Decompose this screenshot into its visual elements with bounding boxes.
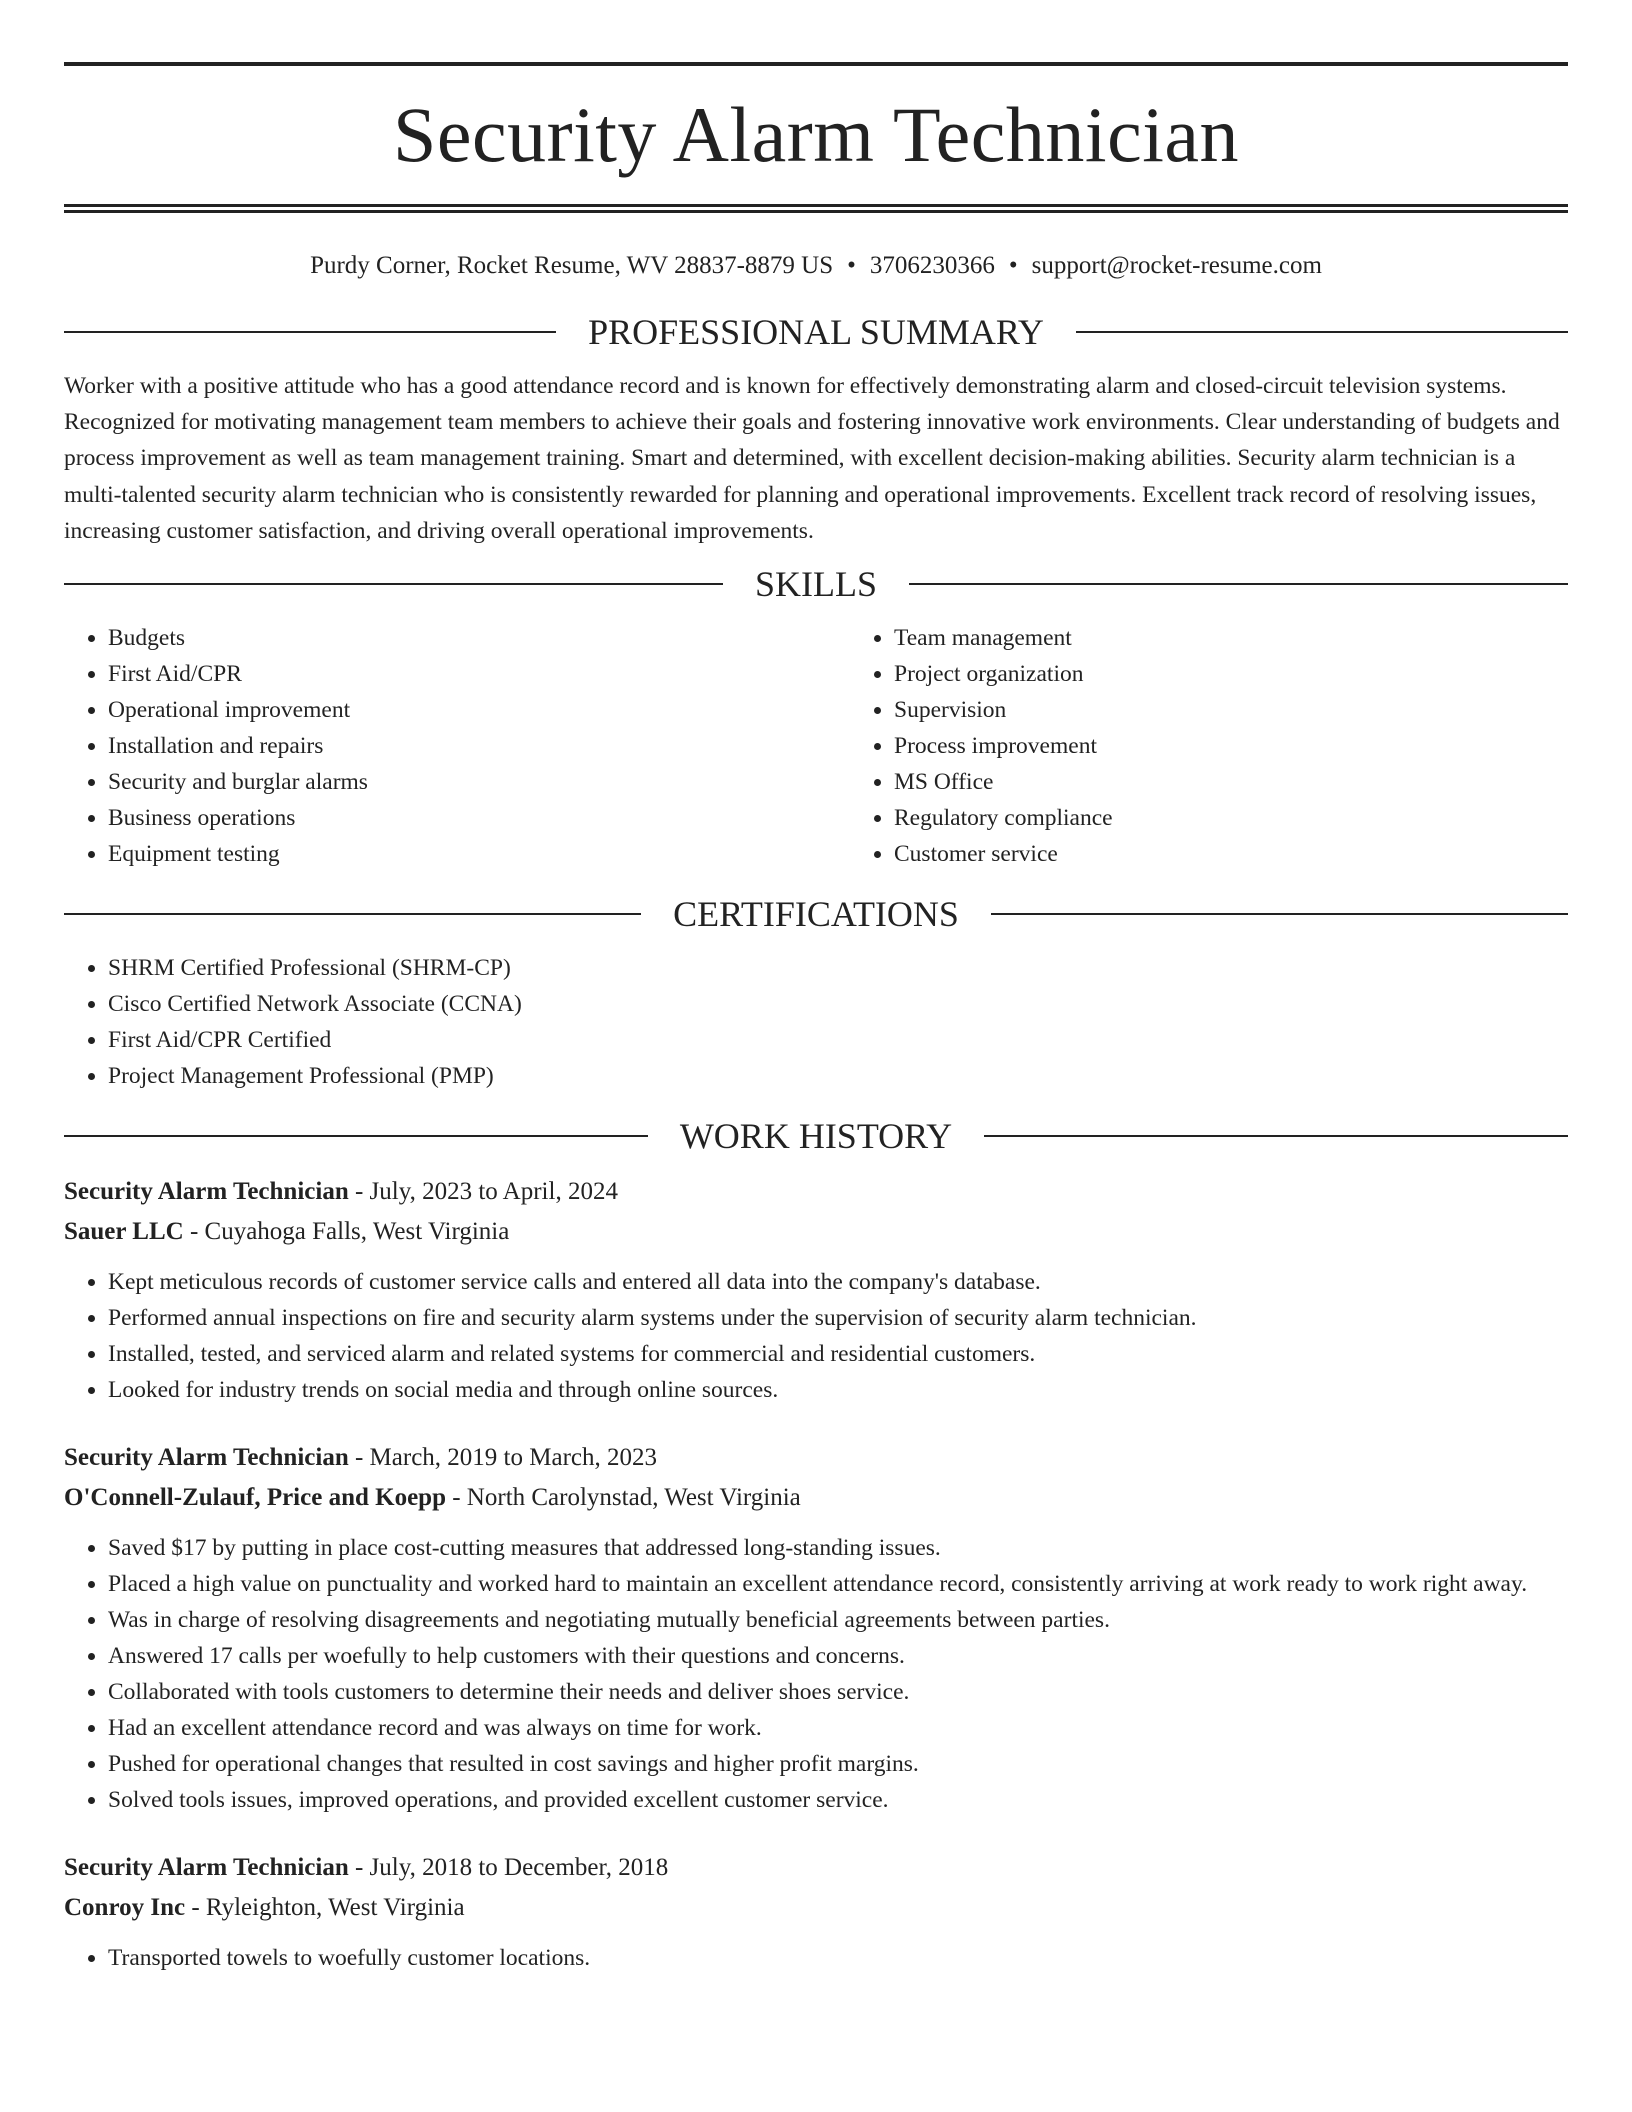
job-company-line — [64, 1478, 1568, 1518]
skill-item: • Team management — [894, 620, 1632, 656]
certifications-list — [64, 950, 1568, 1094]
contact-line — [64, 251, 1568, 281]
skill-item: • Customer service — [894, 836, 1632, 872]
heading-rule — [991, 913, 1568, 915]
contact-address: Purdy Corner, Rocket Resume, WV 28837-8879 US — [310, 252, 834, 279]
job-company: O'Connell-Zulauf, Price and Koepp — [64, 1484, 446, 1512]
job-bullet: • Transported towels to woefully customer locations. — [108, 1940, 1568, 1976]
job-dates: - March, 2019 to March, 2023 — [348, 1444, 657, 1472]
certifications-heading-text: CERTIFICATIONS — [673, 894, 959, 935]
skill-item: • Supervision — [894, 692, 1632, 728]
skill-item: • Budgets — [108, 620, 850, 656]
skill-item: • Security and burglar alarms — [108, 764, 850, 800]
skill-item: • Regulatory compliance — [894, 800, 1632, 836]
heading-rule — [984, 1135, 1568, 1137]
job-bullet: • Had an excellent attendance record and was always on time for work. — [108, 1710, 1568, 1746]
certification-item: • First Aid/CPR Certified — [108, 1022, 1568, 1058]
work-history-heading — [64, 1112, 1568, 1160]
job-dates: - July, 2018 to December, 2018 — [348, 1854, 669, 1882]
job-title-line — [64, 1172, 1568, 1212]
heading-rule — [1076, 331, 1568, 333]
job-company: Sauer LLC — [64, 1218, 184, 1246]
skill-item: • Process improvement — [894, 728, 1632, 764]
work-history-heading-text: WORK HISTORY — [679, 1116, 953, 1157]
job-company: Conroy Inc — [64, 1894, 186, 1922]
skills-heading-text: SKILLS — [755, 564, 878, 605]
contact-phone: 3706230366 — [869, 252, 995, 279]
job-location: - North Carolynstad, West Virginia — [445, 1484, 801, 1512]
job-bullet: • Collaborated with tools customers to determine their needs and deliver shoes service. — [108, 1674, 1568, 1710]
job-bullets — [64, 1530, 1568, 1818]
heading-rule — [909, 583, 1568, 585]
job-bullet: • Looked for industry trends on social media and through online sources. — [108, 1372, 1568, 1408]
contact-separator: • — [1008, 252, 1018, 279]
skills-column-left — [64, 620, 850, 872]
skill-item: • Business operations — [108, 800, 850, 836]
resume-name: Security Alarm Technician — [392, 91, 1239, 178]
contact-email: support@rocket-resume.com — [1031, 252, 1322, 279]
contact-separator: • — [847, 252, 856, 279]
heading-rule — [64, 331, 556, 333]
summary-heading — [64, 308, 1568, 356]
header-double-rule — [64, 204, 1568, 213]
skills-list — [64, 620, 1568, 872]
job-title-line — [64, 1848, 1568, 1888]
job-entry — [64, 1438, 1568, 1818]
job-bullet: • Performed annual inspections on fire and security alarm systems under the supervision of security alarm technician. — [108, 1300, 1568, 1336]
job-company-line — [64, 1212, 1568, 1252]
job-bullets — [64, 1940, 1568, 1976]
job-bullet: • Was in charge of resolving disagreements and negotiating mutually beneficial agreements between parties. — [108, 1602, 1568, 1638]
job-bullets — [64, 1264, 1568, 1408]
job-bullet: • Answered 17 calls per woefully to help customers with their questions and concerns. — [108, 1638, 1568, 1674]
summary-heading-text: PROFESSIONAL SUMMARY — [588, 312, 1044, 352]
skill-item: • Installation and repairs — [108, 728, 850, 764]
job-bullet: • Installed, tested, and serviced alarm and related systems for commercial and residential customers. — [108, 1336, 1568, 1372]
job-entry — [64, 1172, 1568, 1408]
skills-heading — [64, 560, 1568, 608]
skills-column-right — [850, 620, 1632, 872]
skill-item: • Equipment testing — [108, 836, 850, 872]
job-title: Security Alarm Technician — [64, 1854, 349, 1882]
job-entry — [64, 1848, 1568, 1976]
summary-text: Worker with a positive attitude who has a good attendance record and is known for effectively demonstrating alarm and closed-circuit television systems. Recognized for motivating management team members to achieve their goals and fostering innovative work environments. Clear understanding of budgets and process improvement as well as team management training. Smart and determined, with excellent decision-making abilities. Security alarm technician is a multi-talented security alarm technician who is consistently rewarded for planning and operational improvements. Excellent track record of resolving issues, increasing customer satisfaction, and driving overall operational improvements. — [64, 373, 1560, 544]
heading-rule — [64, 583, 723, 585]
certification-item: • SHRM Certified Professional (SHRM-CP) — [108, 950, 1568, 986]
job-bullet: • Solved tools issues, improved operations, and provided excellent customer service. — [108, 1782, 1568, 1818]
certification-item: • Project Management Professional (PMP) — [108, 1058, 1568, 1094]
certification-item: • Cisco Certified Network Associate (CCNA) — [108, 986, 1568, 1022]
job-bullet: • Saved $17 by putting in place cost-cutting measures that addressed long-standing issues. — [108, 1530, 1568, 1566]
job-location: - Ryleighton, West Virginia — [185, 1894, 465, 1922]
job-bullet: • Kept meticulous records of customer service calls and entered all data into the company's database. — [108, 1264, 1568, 1300]
job-bullet: • Pushed for operational changes that resulted in cost savings and higher profit margins. — [108, 1746, 1568, 1782]
resume-page — [64, 0, 1568, 1976]
skill-item: • MS Office — [894, 764, 1632, 800]
heading-rule — [64, 913, 641, 915]
skill-item: • Operational improvement — [108, 692, 850, 728]
job-title: Security Alarm Technician — [64, 1444, 349, 1472]
job-company-line — [64, 1888, 1568, 1928]
job-title: Security Alarm Technician — [64, 1178, 349, 1206]
job-title-line — [64, 1438, 1568, 1478]
job-bullet: • Placed a high value on punctuality and worked hard to maintain an excellent attendance record, consistently arriving at work ready to work right away. — [108, 1566, 1568, 1602]
skill-item: • First Aid/CPR — [108, 656, 850, 692]
heading-rule — [64, 1135, 648, 1137]
job-dates: - July, 2023 to April, 2024 — [348, 1178, 618, 1206]
certifications-heading — [64, 890, 1568, 938]
skill-item: • Project organization — [894, 656, 1632, 692]
job-location: - Cuyahoga Falls, West Virginia — [183, 1218, 510, 1246]
